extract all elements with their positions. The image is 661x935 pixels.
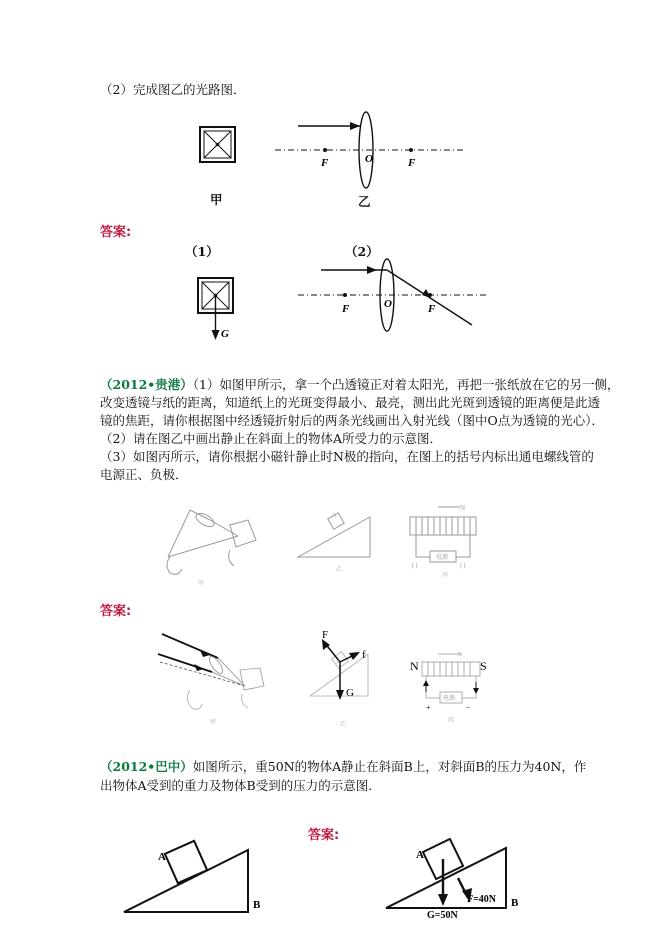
- q2-power-label: 电源: [436, 555, 449, 561]
- focus-label-right: F: [408, 157, 416, 169]
- answer-focus-left: F: [342, 303, 350, 315]
- q3-line-2: 出物体A受到的重力及物体B受到的压力的示意图．: [100, 778, 381, 793]
- q3-source: （2012•巴中）: [100, 759, 193, 774]
- answer-label-3: 答案:: [308, 828, 340, 843]
- q2-line-2: 改变透镜与纸的距离，知道纸上的光斑变得最小、最亮，测出此光斑到透镜的距离便是此透: [100, 395, 601, 410]
- sign-plus: +: [426, 703, 431, 712]
- q1-figure: [190, 110, 470, 210]
- q2-line-6: 电源正、负极．: [100, 467, 188, 482]
- q2-source: （2012•贵港）: [100, 377, 193, 392]
- q2-fig-bing: [410, 507, 476, 562]
- optical-center-label: O: [365, 153, 373, 165]
- answer2-block-label: A: [336, 660, 341, 666]
- q3-figure: [120, 838, 270, 918]
- q3-b-label: B: [253, 899, 261, 911]
- q2-line-5: （3）如图丙所示，请你根据小磁针静止时N极的指向，在图上的括号内标出通电螺线管的: [100, 449, 594, 464]
- q2-bracket-right: ( ): [460, 563, 466, 569]
- sign-minus: −: [466, 703, 471, 712]
- q3-a-label: A: [158, 851, 166, 863]
- q2-figures: [160, 495, 490, 595]
- q2-fig-jia: [167, 510, 256, 574]
- answer-label-1: 答案:: [100, 225, 132, 240]
- answer2-fig-jia: [158, 634, 264, 709]
- force-label-f-normal: F: [322, 629, 329, 641]
- answer3-figure: [380, 838, 530, 923]
- answer2-figures: [150, 620, 490, 730]
- fig-jia-label: 甲: [210, 192, 223, 207]
- q2-line-3: 镜的焦距，请你根据图中经透镜折射后的两条光线画出入射光线（图中O点为透镜的光心）．: [100, 413, 604, 428]
- fig-jia-box: [200, 127, 235, 162]
- answer2-fig-label-bing: 丙: [448, 718, 455, 724]
- q3-text-1: 如图所示，重50N的物体A静止在斜面B上，对斜面B的压力为40N，作: [192, 759, 587, 774]
- q2-block-label: A: [332, 513, 337, 519]
- focus-label-left: F: [321, 157, 329, 169]
- answer-optical-center: O: [384, 298, 392, 310]
- q3-line-1: [100, 758, 586, 775]
- q3-slope: [124, 850, 248, 912]
- q3-block: [165, 841, 207, 883]
- answer2-power-label: 电源: [443, 696, 456, 702]
- pole-n-label: N: [410, 659, 419, 673]
- answer-focus-right: F: [428, 303, 436, 315]
- answer2-fig-yi: [310, 639, 368, 700]
- q2-text-1: （1）如图甲所示，拿一个凸透镜正对着太阳光，再把一张纸放在它的另一侧，: [192, 377, 620, 392]
- answer2-needle-label: N: [458, 652, 463, 658]
- q2-needle-label: N: [460, 504, 466, 512]
- answer1-part2: （2）: [345, 244, 379, 259]
- answer2-fig-label-jia: 甲: [210, 720, 217, 726]
- answer1-part1: （1）: [185, 244, 219, 259]
- fig-yi-label: 乙: [358, 194, 371, 209]
- force-label-g: G: [346, 687, 354, 699]
- q2-fig-label-bing: 丙: [442, 573, 449, 579]
- answer3-b-label: B: [511, 897, 519, 909]
- q2-line-4: （2）请在图乙中画出静止在斜面上的物体A所受力的示意图．: [100, 431, 442, 446]
- answer-label-2: 答案:: [100, 604, 132, 619]
- gravity-label: G: [221, 328, 229, 340]
- force-label-f-friction: f: [362, 649, 366, 661]
- q2-fig-yi: [298, 513, 370, 557]
- q1-instruction: （2）完成图乙的光路图．: [100, 82, 246, 97]
- answer2-fig-label-yi: 乙: [340, 722, 347, 728]
- answer3-a-label: A: [416, 849, 424, 861]
- q2-fig-label-jia: 甲: [198, 581, 205, 587]
- q2-line-1: [100, 376, 620, 393]
- pressure-label: F=40N: [467, 894, 497, 905]
- q2-bracket-left: ( ): [412, 563, 418, 569]
- gravity-label-50n: G=50N: [427, 910, 458, 921]
- q2-fig-label-yi: 乙: [336, 567, 343, 573]
- answer1-figure: [190, 258, 490, 348]
- pole-s-label: S: [480, 659, 487, 673]
